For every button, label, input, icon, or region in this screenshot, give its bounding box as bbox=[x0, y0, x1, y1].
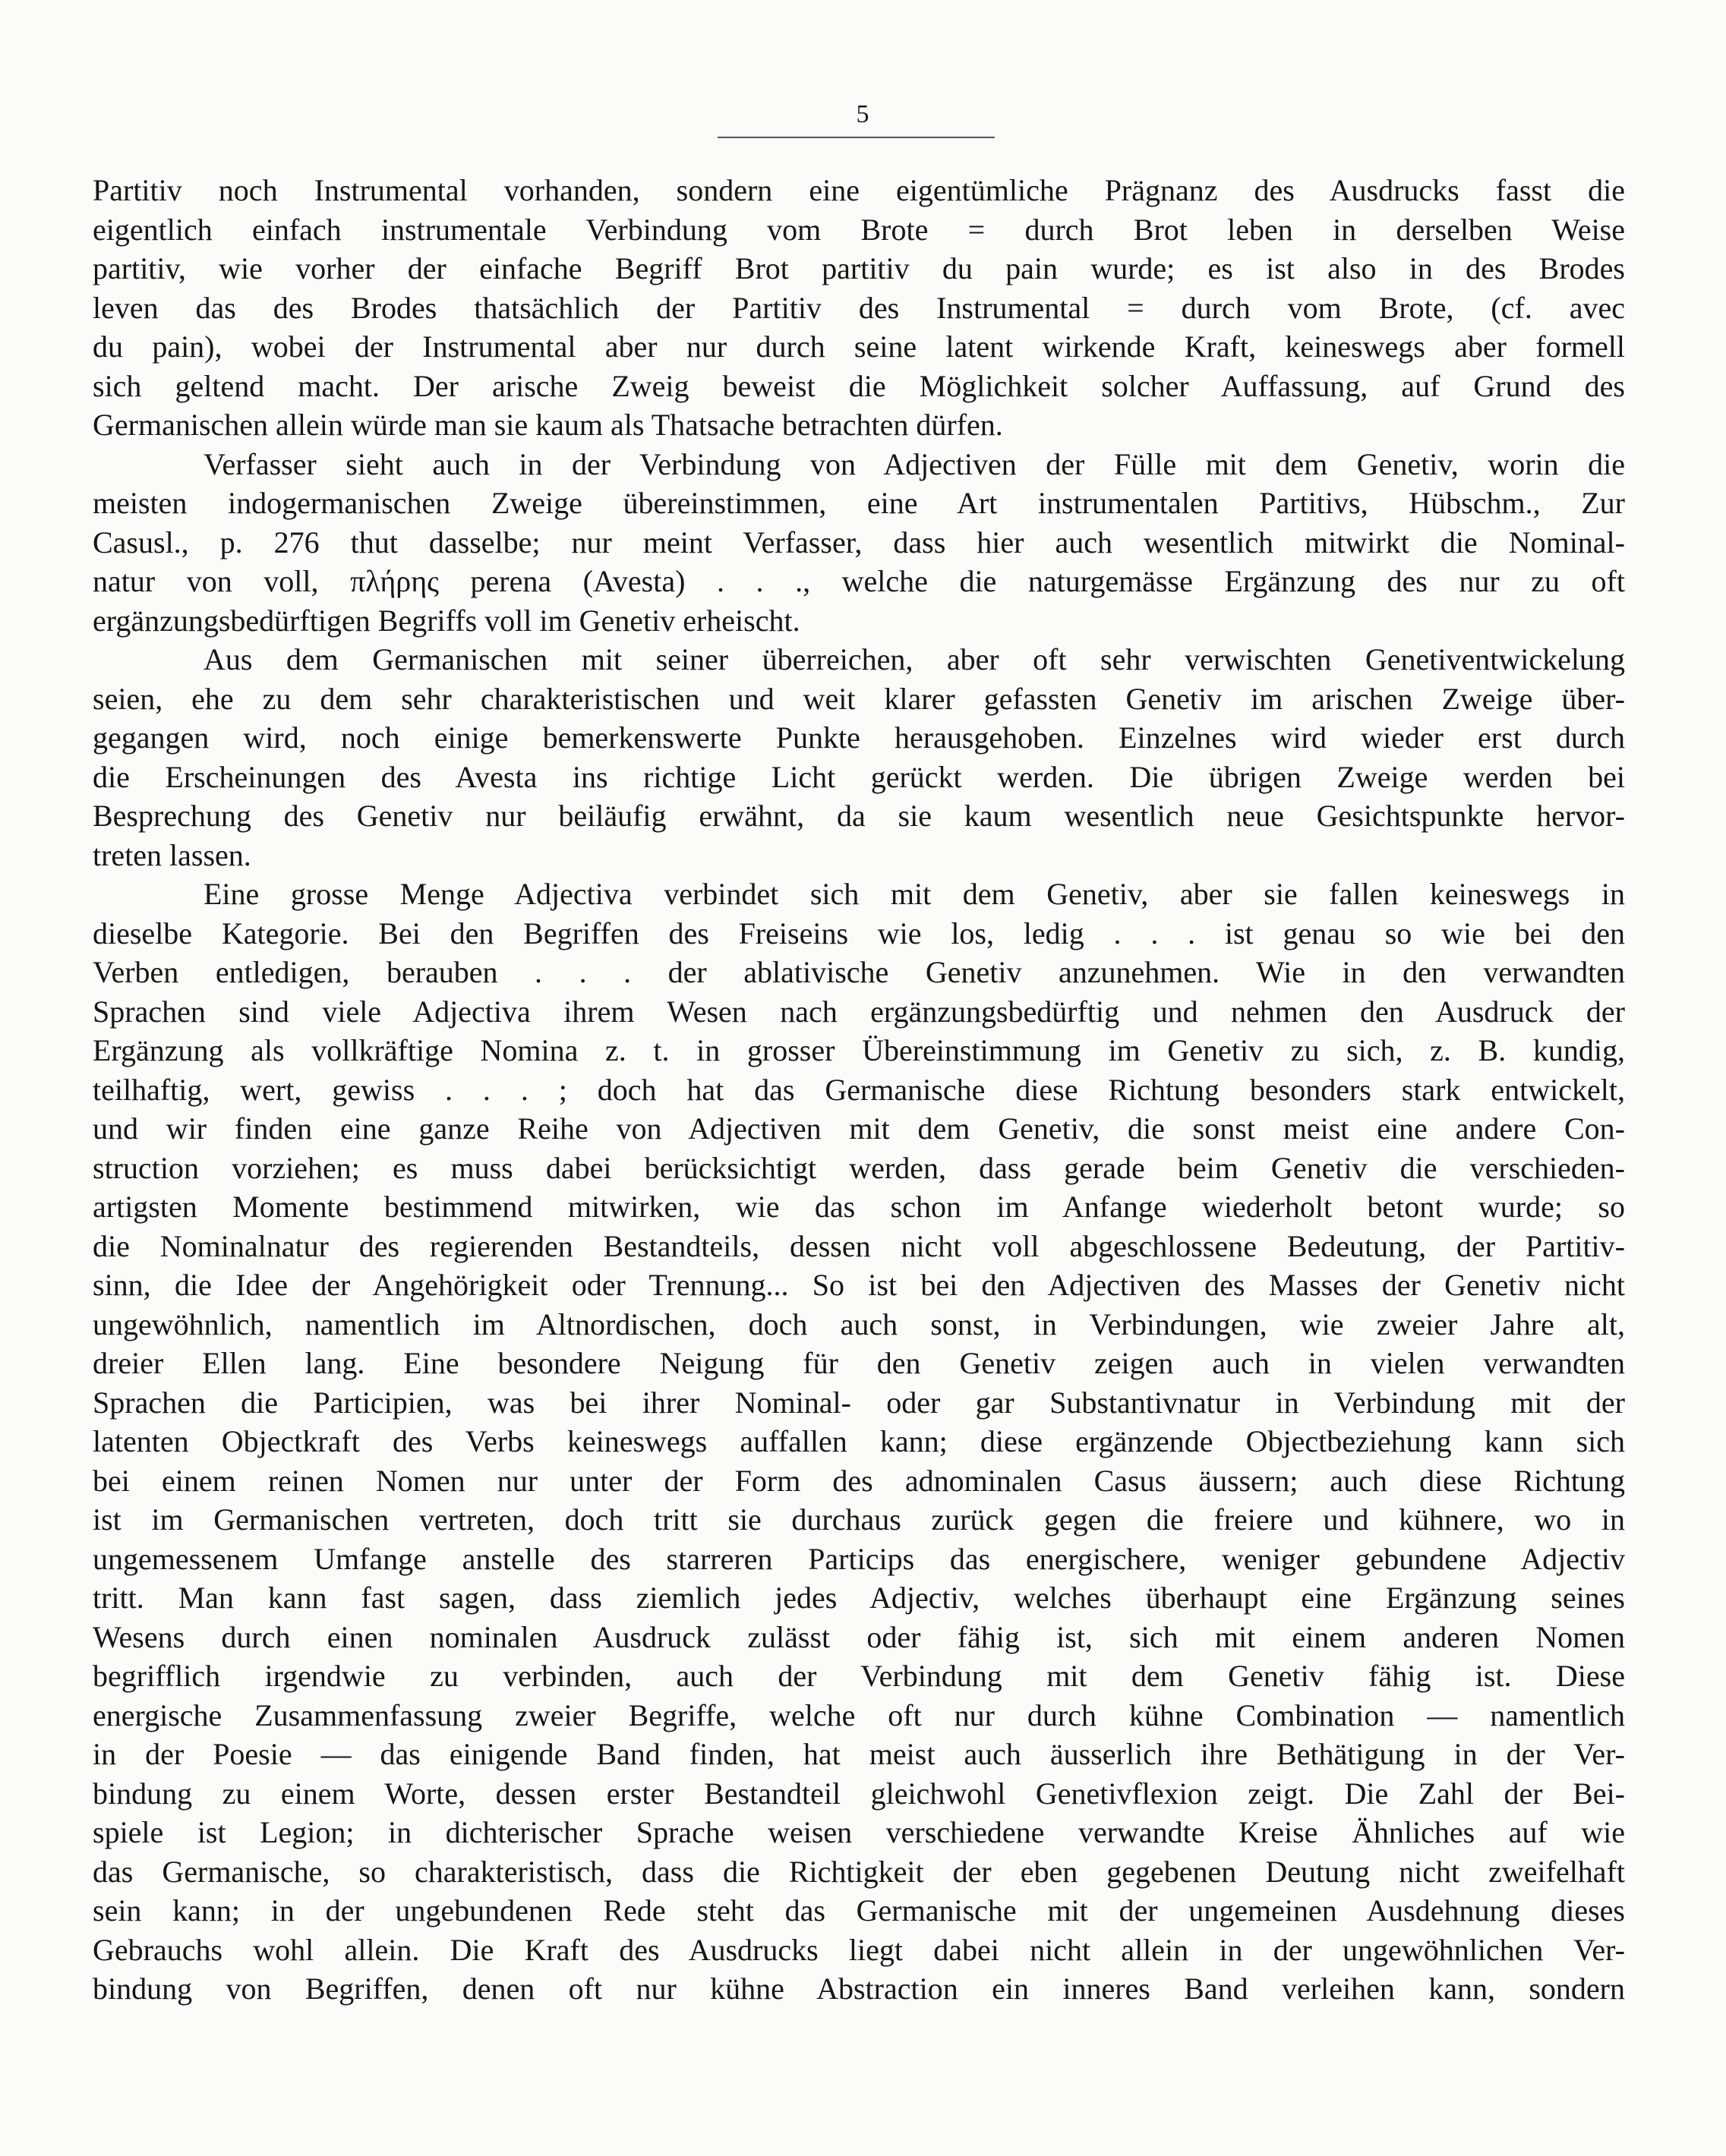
text-line: sinn, die Idee der Angehörigkeit oder Trennung... So ist bei den Adjectiven des Masses der Genetiv nicht bbox=[93, 1268, 1625, 1302]
text-line: Sprachen die Participien, was bei ihrer Nominal- oder gar Substantivnatur in Verbindung mit der bbox=[93, 1385, 1625, 1420]
text-line: das Germanische, so charakteristisch, dass die Richtigkeit der eben gegebenen Deutung nicht zweifelhaft bbox=[93, 1854, 1625, 1889]
text-line: dieselbe Kategorie. Bei den Begriffen des Freiseins wie los, ledig . . . ist genau so wie bei den bbox=[93, 916, 1625, 950]
text-line: die Erscheinungen des Avesta ins richtige Licht gerückt werden. Die übrigen Zweige werden bei bbox=[93, 759, 1625, 794]
text-line: und wir finden eine ganze Reihe von Adjectiven mit dem Genetiv, die sonst meist eine andere Con- bbox=[93, 1111, 1625, 1146]
text-line: struction vorziehen; es muss dabei berücksichtigt werden, dass gerade beim Genetiv die verschieden- bbox=[93, 1150, 1625, 1185]
text-line: Wesens durch einen nominalen Ausdruck zulässt oder fähig ist, sich mit einem anderen Nomen bbox=[93, 1619, 1625, 1654]
text-line: latenten Objectkraft des Verbs keineswegs auffallen kann; diese ergänzende Objectbeziehung kann sich bbox=[93, 1424, 1625, 1458]
text-line: Germanischen allein würde man sie kaum als Thatsache betrachten dürfen. bbox=[93, 408, 1003, 442]
text-line: ergänzungsbedürftigen Begriffs voll im Genetiv erheischt. bbox=[93, 603, 800, 638]
text-line: Casusl., p. 276 thut dasselbe; nur meint Verfasser, dass hier auch wesentlich mitwirkt die Nominal- bbox=[93, 525, 1625, 559]
text-line: begrifflich irgendwie zu verbinden, auch der Verbindung mit dem Genetiv fähig ist. Diese bbox=[93, 1659, 1625, 1693]
text-line: treten lassen. bbox=[93, 837, 251, 872]
text-line: Besprechung des Genetiv nur beiläufig erwähnt, da sie kaum wesentlich neue Gesichtspunkte hervor- bbox=[93, 799, 1625, 833]
text-line: bindung von Begriffen, denen oft nur kühne Abstraction ein inneres Band verleihen kann, sondern bbox=[93, 1972, 1625, 2006]
text-line: Sprachen sind viele Adjectiva ihrem Wesen nach ergänzungsbedürftig und nehmen den Ausdruck der bbox=[93, 994, 1625, 1029]
text-line: bei einem reinen Nomen nur unter der Form des adnominalen Casus äussern; auch diese Richtung bbox=[93, 1463, 1625, 1498]
text-line: Aus dem Germanischen mit seiner überreichen, aber oft sehr verwischten Genetiventwickelung bbox=[204, 642, 1625, 676]
text-line: sich geltend macht. Der arische Zweig beweist die Möglichkeit solcher Auffassung, auf Grund des bbox=[93, 368, 1625, 403]
text-line: ist im Germanischen vertreten, doch tritt sie durchaus zurück gegen die freiere und kühnere, wo in bbox=[93, 1502, 1625, 1537]
text-line: dreier Ellen lang. Eine besondere Neigung für den Genetiv zeigen auch in vielen verwandten bbox=[93, 1346, 1625, 1380]
text-line: ungewöhnlich, namentlich im Altnordischen, doch auch sonst, in Verbindungen, wie zweier Jahre alt, bbox=[93, 1307, 1625, 1341]
text-line: leven das des Brodes thatsächlich der Partitiv des Instrumental = durch vom Brote, (cf. avec bbox=[93, 290, 1625, 325]
text-line: du pain), wobei der Instrumental aber nur durch seine latent wirkende Kraft, keineswegs aber formell bbox=[93, 329, 1625, 364]
text-line: eigentlich einfach instrumentale Verbindung vom Brote = durch Brot leben in derselben Weise bbox=[93, 212, 1625, 247]
text-line: teilhaftig, wert, gewiss . . . ; doch hat das Germanische diese Richtung besonders stark entwickelt, bbox=[93, 1072, 1625, 1107]
text-line: die Nominalnatur des regierenden Bestandteils, dessen nicht voll abgeschlossene Bedeutung, der Partitiv- bbox=[93, 1228, 1625, 1263]
text-line: partitiv, wie vorher der einfache Begriff Brot partitiv du pain wurde; es ist also in des Brodes bbox=[93, 251, 1625, 285]
page-number: 5 bbox=[856, 100, 870, 128]
text-line: natur von voll, πλήρης perena (Avesta) . . ., welche die naturgemässe Ergänzung des nur zu oft bbox=[93, 564, 1625, 598]
body-text bbox=[93, 171, 1625, 2009]
text-line: meisten indogermanischen Zweige übereinstimmen, eine Art instrumentalen Partitivs, Hübschm., Zur bbox=[93, 486, 1625, 520]
text-line: Verfasser sieht auch in der Verbindung von Adjectiven der Fülle mit dem Genetiv, worin die bbox=[204, 446, 1625, 481]
text-line: Verben entledigen, berauben . . . der ablativische Genetiv anzunehmen. Wie in den verwandten bbox=[93, 955, 1625, 989]
text-line: in der Poesie — das einigende Band finden, hat meist auch äusserlich ihre Bethätigung in der Ver- bbox=[93, 1737, 1625, 1771]
text-line: sein kann; in der ungebundenen Rede steht das Germanische mit der ungemeinen Ausdehnung dieses bbox=[93, 1893, 1625, 1927]
header-rule bbox=[718, 137, 995, 138]
text-line: Gebrauchs wohl allein. Die Kraft des Ausdrucks liegt dabei nicht allein in der ungewöhnlichen Ver- bbox=[93, 1932, 1625, 1967]
text-line: Eine grosse Menge Adjectiva verbindet sich mit dem Genetiv, aber sie fallen keineswegs in bbox=[204, 877, 1625, 911]
text-line: energische Zusammenfassung zweier Begriffe, welche oft nur durch kühne Combination — namentlich bbox=[93, 1697, 1625, 1732]
text-line: Partitiv noch Instrumental vorhanden, sondern eine eigentümliche Prägnanz des Ausdrucks fasst die bbox=[93, 173, 1625, 207]
text-line: tritt. Man kann fast sagen, dass ziemlich jedes Adjectiv, welches überhaupt eine Ergänzung seines bbox=[93, 1581, 1625, 1615]
text-line: spiele ist Legion; in dichterischer Sprache weisen verschiedene verwandte Kreise Ähnliches auf wie bbox=[93, 1815, 1625, 1849]
text-line: gegangen wird, noch einige bemerkenswerte Punkte herausgehoben. Einzelnes wird wieder erst durch bbox=[93, 720, 1625, 755]
text-line: bindung zu einem Worte, dessen erster Bestandteil gleichwohl Genetivflexion zeigt. Die Zahl der Bei- bbox=[93, 1776, 1625, 1811]
text-line: artigsten Momente bestimmend mitwirken, wie das schon im Anfange wiederholt betont wurde; so bbox=[93, 1190, 1625, 1224]
text-line: seien, ehe zu dem sehr charakteristischen und weit klarer gefassten Genetiv im arischen Zweige über- bbox=[93, 681, 1625, 716]
text-line: Ergänzung als vollkräftige Nomina z. t. in grosser Übereinstimmung im Genetiv zu sich, z. B. kundig, bbox=[93, 1033, 1625, 1067]
text-line: ungemessenem Umfange anstelle des starreren Particips das energischere, weniger gebundene Adjectiv bbox=[93, 1541, 1625, 1576]
